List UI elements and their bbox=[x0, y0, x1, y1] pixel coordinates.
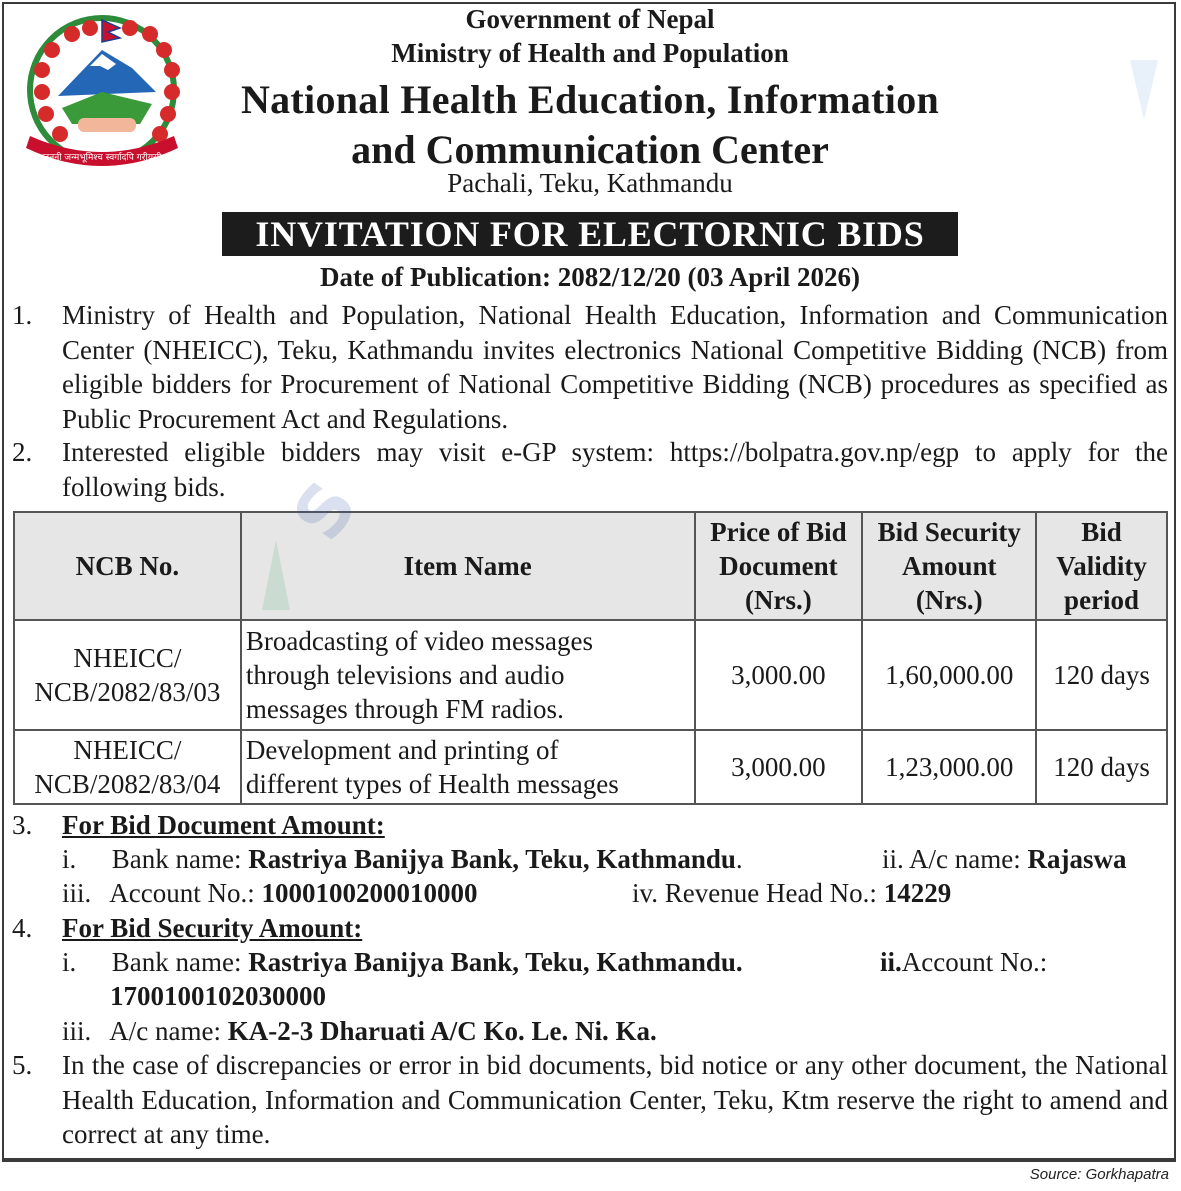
section-4-item-i bbox=[62, 945, 743, 979]
cell-line: NCB/2082/83/04 bbox=[34, 769, 221, 799]
cell-price: 3,000.00 bbox=[695, 730, 863, 804]
section-4-item-ii bbox=[880, 945, 1047, 979]
header-line: Price of Bid bbox=[710, 517, 847, 547]
section-3-item-ii bbox=[882, 842, 1126, 876]
header-line: (Nrs.) bbox=[915, 585, 983, 615]
punct: . bbox=[735, 844, 743, 874]
account-value: 1000100200010000 bbox=[261, 878, 478, 908]
cell-line: through televisions and audio bbox=[245, 660, 565, 690]
header-line: Bid Security bbox=[877, 517, 1021, 547]
item-label: i. bbox=[62, 947, 77, 977]
cell-ncb-no bbox=[14, 730, 241, 804]
cell-item-name bbox=[241, 620, 695, 730]
paragraph-number: 5. bbox=[12, 1050, 33, 1080]
cell-line: Broadcasting of video messages bbox=[245, 626, 594, 656]
section-title: For Bid Security Amount: bbox=[62, 913, 363, 943]
header-line: Validity bbox=[1056, 551, 1147, 581]
paragraph-text: Ministry of Health and Population, National Health Education, Information and Communication Center (NHEICC), Teku, Kathmandu invites electronics National Competitive Bidding (NCB) from eligible bidders for Procurement of National Competitive Bidding (NCB) procedures as specified as Public Procurement Act and Regulations. bbox=[62, 300, 1168, 434]
col-header-validity bbox=[1036, 512, 1167, 620]
header-address: Pachali, Teku, Kathmandu bbox=[447, 168, 733, 198]
header-line: period bbox=[1064, 585, 1140, 615]
header-line: (Nrs.) bbox=[745, 585, 812, 615]
account-label: Account No.: bbox=[901, 947, 1048, 977]
cell-line: different types of Health messages bbox=[245, 769, 619, 799]
nepal-emblem-icon bbox=[12, 8, 192, 180]
cell-security: 1,23,000.00 bbox=[862, 730, 1036, 804]
paragraph-2 bbox=[12, 435, 1168, 504]
section-3-item-iii bbox=[62, 876, 478, 910]
cell-line: messages through FM radios. bbox=[245, 694, 564, 724]
col-header-ncb-no: NCB No. bbox=[14, 512, 241, 620]
table-row bbox=[14, 620, 1167, 730]
cell-security: 1,60,000.00 bbox=[862, 620, 1036, 730]
bids-table bbox=[13, 511, 1168, 805]
source-credit: Source: Gorkhapatra bbox=[1029, 1166, 1169, 1183]
revenue-head-label: iv. Revenue Head No.: bbox=[632, 878, 884, 908]
col-header-item-name: Item Name bbox=[241, 512, 695, 620]
bank-value: Rastriya Banijya Bank, Teku, Kathmandu bbox=[248, 844, 736, 874]
col-header-price bbox=[695, 512, 863, 620]
notice-title-banner: INVITATION FOR ELECTORNIC BIDS bbox=[222, 212, 958, 256]
table-row bbox=[14, 730, 1167, 804]
ac-name-value: Rajaswa bbox=[1027, 844, 1127, 874]
item-label: iii. bbox=[62, 1016, 92, 1046]
paragraph-text: In the case of discrepancies or error in bid documents, bid notice or any other document, the National Health Education, Information and Communication Center, Teku, Ktm reserve the right to amend and correct at any time. bbox=[62, 1050, 1168, 1149]
bank-label: Bank name: bbox=[111, 844, 249, 874]
section-4-account-value: 1700100102030000 bbox=[110, 981, 326, 1011]
item-label: ii. bbox=[880, 947, 902, 977]
cell-item-name bbox=[241, 730, 695, 804]
paragraph-text: Interested eligible bidders may visit e-GP system: https://bolpatra.gov.np/egp to apply for the following bids. bbox=[62, 437, 1168, 502]
cell-validity: 120 days bbox=[1036, 730, 1167, 804]
cell-price: 3,000.00 bbox=[695, 620, 863, 730]
ac-name-label: A/c name: bbox=[109, 1016, 228, 1046]
header-org-line2: and Communication Center bbox=[351, 127, 829, 172]
item-label: i. bbox=[62, 844, 77, 874]
section-3-item-iv bbox=[632, 876, 951, 910]
section-4-item-iii bbox=[62, 1014, 657, 1048]
header-line: Amount bbox=[901, 551, 997, 581]
bank-label: Bank name: bbox=[111, 947, 249, 977]
paragraph-1 bbox=[12, 298, 1168, 436]
header-line: Bid bbox=[1081, 517, 1122, 547]
paragraph-number: 2. bbox=[12, 437, 33, 467]
watermark-logo: S bbox=[277, 466, 374, 556]
revenue-head-value: 14229 bbox=[883, 878, 952, 908]
cell-line: NHEICC/ bbox=[73, 643, 182, 673]
paragraph-5 bbox=[12, 1048, 1168, 1152]
section-number: 4. bbox=[12, 913, 33, 943]
cell-line: NCB/2082/83/03 bbox=[34, 677, 221, 707]
header-line: Document bbox=[719, 551, 838, 581]
account-label: Account No.: bbox=[109, 878, 262, 908]
section-3-item-i bbox=[62, 842, 743, 876]
svg-text:जननी जन्मभूमिश्च स्वर्गादपि गर: जननी जन्मभूमिश्च स्वर्गादपि गरीयसी bbox=[42, 153, 162, 163]
cell-ncb-no bbox=[14, 620, 241, 730]
section-number: 3. bbox=[12, 810, 33, 840]
publication-date: Date of Publication: 2082/12/20 (03 April 2026) bbox=[320, 262, 860, 292]
table-header-row bbox=[14, 512, 1167, 620]
cell-line: Development and printing of bbox=[245, 735, 559, 765]
cell-line: NHEICC/ bbox=[73, 735, 182, 765]
cell-validity: 120 days bbox=[1036, 620, 1167, 730]
bank-value: Rastriya Banijya Bank, Teku, Kathmandu. bbox=[248, 947, 743, 977]
paragraph-number: 1. bbox=[12, 300, 33, 330]
header-government: Government of Nepal bbox=[465, 4, 715, 34]
item-label: iii. bbox=[62, 878, 92, 908]
header-ministry: Ministry of Health and Population bbox=[391, 38, 789, 68]
ac-name-label: ii. A/c name: bbox=[882, 844, 1028, 874]
ac-name-value: KA-2-3 Dharuati A/C Ko. Le. Ni. Ka. bbox=[227, 1016, 657, 1046]
section-title: For Bid Document Amount: bbox=[62, 810, 385, 840]
col-header-security bbox=[862, 512, 1036, 620]
header-org-line1: National Health Education, Information bbox=[240, 77, 940, 122]
